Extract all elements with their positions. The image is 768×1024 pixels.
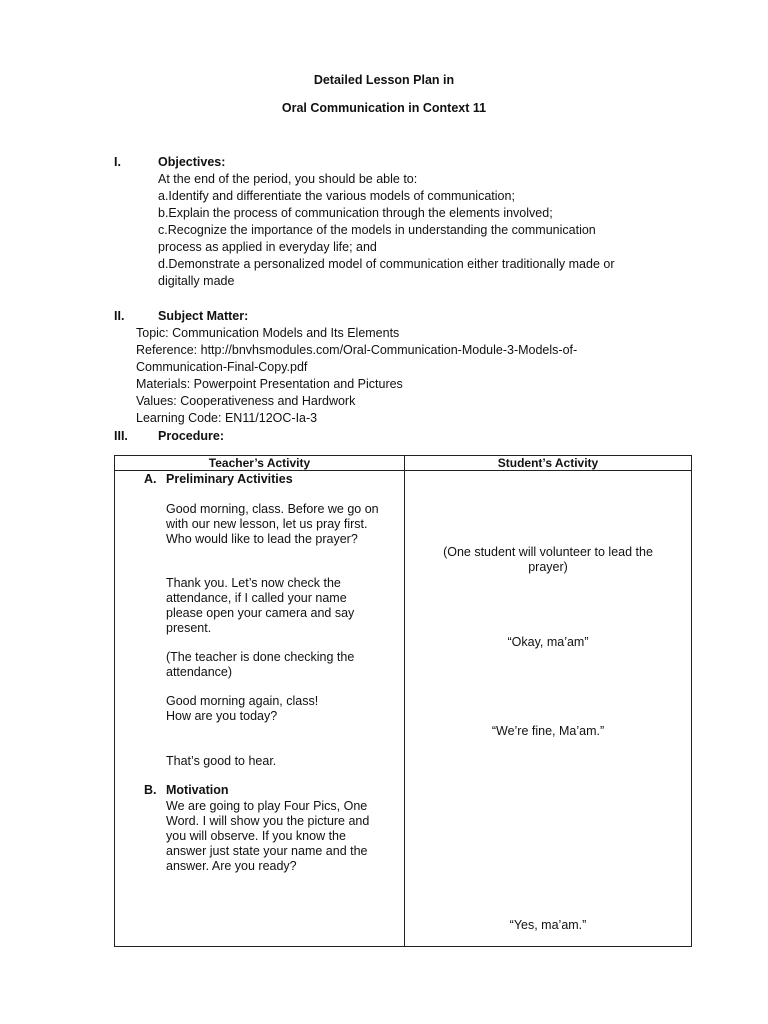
subject-matter-line: Learning Code: EN11/12OC-Ia-3 <box>136 411 318 425</box>
objective-line: c.Recognize the importance of the models in understanding the communication <box>158 223 596 237</box>
student-response-fine: “We’re fine, Ma’am.” <box>491 724 605 738</box>
subject-matter-numeral: II. <box>114 309 125 323</box>
teacher-paragraph-attendance: Thank you. Let’s now check the attendance, if I called your name please open your camera and say present. <box>166 576 355 635</box>
subject-matter-line: Reference: http://bnvhsmodules.com/Oral-Communication-Module-3-Models-of- <box>136 343 578 357</box>
objective-line: b.Explain the process of communication through the elements involved; <box>158 206 553 220</box>
teacher-paragraph-prayer: Good morning, class. Before we go on with our new lesson, let us pray first. Who would like to lead the prayer? <box>166 502 379 546</box>
student-response-prayer: (One student will volunteer to lead the prayer) <box>443 545 653 574</box>
subject-matter-list <box>136 325 577 427</box>
teacher-paragraph-good: That’s good to hear. <box>166 754 277 768</box>
procedure-numeral: III. <box>114 429 128 443</box>
objectives-numeral: I. <box>114 155 121 169</box>
teacher-paragraph-motivation: We are going to play Four Pics, One Word. I will show you the picture and you will observe. If you know the answer just state your name and the answer. Are you ready? <box>166 799 370 873</box>
objective-line: digitally made <box>158 274 235 288</box>
table-header-divider <box>115 470 691 471</box>
subject-matter-line: Values: Cooperativeness and Hardwork <box>136 394 356 408</box>
student-response-okay: “Okay, ma’am” <box>507 635 589 649</box>
section-a-letter: A. <box>144 472 157 486</box>
objective-line: d.Demonstrate a personalized model of communication either traditionally made or <box>158 257 615 271</box>
section-a-title: Preliminary Activities <box>166 472 293 486</box>
document-title-line1: Detailed Lesson Plan in <box>313 73 455 87</box>
section-b-title: Motivation <box>166 783 229 797</box>
student-activity-header: Student’s Activity <box>497 456 599 470</box>
objective-line: a.Identify and differentiate the various models of communication; <box>158 189 515 203</box>
objective-line: At the end of the period, you should be able to: <box>158 172 418 186</box>
subject-matter-line: Communication-Final-Copy.pdf <box>136 360 308 374</box>
student-response-yes: “Yes, ma’am.” <box>509 918 587 932</box>
subject-matter-heading: Subject Matter: <box>158 309 249 323</box>
teacher-paragraph-done: (The teacher is done checking the attendance) <box>166 650 355 679</box>
activity-table <box>114 455 692 947</box>
teacher-paragraph-greeting: Good morning again, class! How are you today? <box>166 694 319 723</box>
teacher-activity-header: Teacher’s Activity <box>208 456 311 470</box>
objective-line: process as applied in everyday life; and <box>158 240 377 254</box>
section-b-letter: B. <box>144 783 157 797</box>
subject-matter-line: Topic: Communication Models and Its Elements <box>136 326 400 340</box>
procedure-heading: Procedure: <box>158 429 224 443</box>
table-column-divider <box>404 456 405 946</box>
objectives-list <box>158 171 614 290</box>
subject-matter-line: Materials: Powerpoint Presentation and Pictures <box>136 377 403 391</box>
document-title-line2: Oral Communication in Context 11 <box>281 101 487 115</box>
objectives-heading: Objectives: <box>158 155 226 169</box>
